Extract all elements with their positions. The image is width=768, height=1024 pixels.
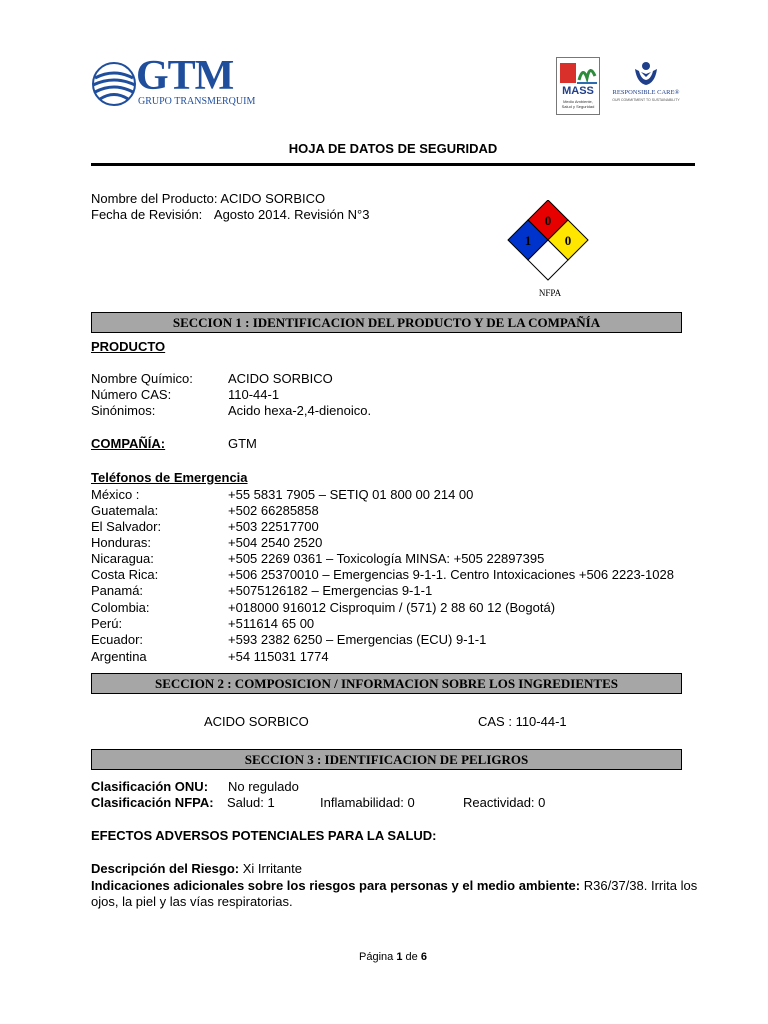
phone-number: +503 22517700 [228, 519, 319, 534]
gtm-logo [90, 53, 260, 110]
revision-value: Agosto 2014. Revisión N°3 [213, 207, 370, 222]
of-word: de [405, 951, 418, 963]
company-value: GTM [228, 436, 257, 451]
phone-number: +5075126182 – Emergencias 9-1-1 [228, 583, 433, 598]
nfpa-health-value: 1 [524, 233, 532, 248]
ingredient-cas: CAS : 110-44-1 [478, 714, 567, 729]
nfpa-flammability-value: 0 [544, 213, 552, 228]
riesgo-value: Xi Irritante [242, 861, 302, 876]
indicaciones-line [91, 878, 697, 894]
document-title: HOJA DE DATOS DE SEGURIDAD [288, 141, 498, 156]
responsible-care-subtext: OUR COMMITMENT TO SUSTAINABILITY [612, 98, 680, 102]
salud-value: Salud: 1 [227, 795, 275, 810]
onu-value: No regulado [228, 779, 299, 794]
logo-text: GTM [136, 53, 234, 99]
phone-country: Ecuador: [91, 632, 144, 647]
phone-country: Panamá: [91, 583, 144, 598]
ingredient-name: ACIDO SORBICO [204, 714, 309, 729]
mass-logo-text: MASS [562, 85, 594, 97]
product-name-label: Nombre del Producto: [91, 191, 218, 206]
revision-line [91, 207, 369, 223]
phone-number: +504 2540 2520 [228, 535, 323, 550]
phone-country: Nicaragua: [91, 551, 154, 566]
phone-number: +593 2382 6250 – Emergencias (ECU) 9-1-1 [228, 632, 487, 647]
phone-country: El Salvador: [91, 519, 162, 534]
responsible-care-text: RESPONSIBLE CARE® [612, 89, 680, 96]
efectos-heading: EFECTOS ADVERSOS POTENCIALES PARA LA SALUD: [91, 828, 437, 843]
nfpa-diamond [502, 200, 594, 282]
mass-logo-subtext: Medio Ambiente, Salud y Seguridad [561, 99, 595, 109]
reactividad-value: Reactividad: 0 [463, 795, 546, 810]
inflamabilidad-value: Inflamabilidad: 0 [320, 795, 415, 810]
phone-country: Costa Rica: [91, 567, 159, 582]
hand-icon [557, 60, 599, 86]
page-number: 1 [396, 951, 403, 963]
riesgo-label: Descripción del Riesgo: [91, 861, 240, 876]
onu-label: Clasificación ONU: [91, 779, 209, 794]
logo-subtext: GRUPO TRANSMERQUIM [138, 96, 256, 107]
phone-number: +505 2269 0361 – Toxicología MINSA: +505 22897395 [228, 551, 545, 566]
indicaciones-value-1: R36/37/38. Irrita los [583, 878, 698, 893]
responsible-care-icon [631, 59, 661, 87]
section-1-header: SECCION 1 : IDENTIFICACION DEL PRODUCTO Y DE LA COMPAÑÍA [91, 312, 682, 333]
phone-country: México : [91, 487, 140, 502]
phone-country: Perú: [91, 616, 123, 631]
nfpa-reactivity-value: 0 [564, 233, 572, 248]
field-value: Acido hexa-2,4-dienoico. [228, 403, 372, 418]
producto-heading: PRODUCTO [91, 339, 166, 354]
product-name-value: ACIDO SORBICO [220, 191, 326, 206]
nfpa-class-label: Clasificación NFPA: [91, 795, 214, 810]
mass-logo [556, 57, 600, 115]
phone-number: +018000 916012 Cisproquim / (571) 2 88 60 12 (Bogotá) [228, 600, 556, 615]
phone-country: Argentina [91, 649, 147, 664]
revision-label: Fecha de Revisión: [91, 207, 203, 222]
indicaciones-label: Indicaciones adicionales sobre los riesgos para personas y el medio ambiente: [91, 878, 581, 893]
emergency-heading: Teléfonos de Emergencia [91, 470, 248, 485]
field-value: 110-44-1 [228, 387, 280, 402]
page-footer [91, 951, 695, 963]
field-value: ACIDO SORBICO [228, 371, 333, 386]
phone-number: +502 66285858 [228, 503, 319, 518]
section-3-header: SECCION 3 : IDENTIFICACION DE PELIGROS [91, 749, 682, 770]
responsible-care-logo [605, 57, 687, 115]
phone-country: Honduras: [91, 535, 151, 550]
phone-number: +506 25370010 – Emergencias 9-1-1. Centro Intoxicaciones +506 2223-1028 [228, 567, 674, 582]
title-divider [91, 163, 695, 166]
nfpa-label: NFPA [538, 288, 562, 298]
product-name-line [91, 191, 325, 207]
indicaciones-value-2: ojos, la piel y las vías respiratorias. [91, 894, 293, 909]
phone-number: +55 5831 7905 – SETIQ 01 800 00 214 00 [228, 487, 474, 502]
phone-number: +511614 65 00 [228, 616, 315, 631]
phone-country: Guatemala: [91, 503, 159, 518]
riesgo-line [91, 861, 302, 877]
company-label: COMPAÑÍA: [91, 436, 166, 451]
phone-number: +54 115031 1774 [228, 649, 329, 664]
field-label: Sinónimos: [91, 403, 156, 418]
section-2-header: SECCION 2 : COMPOSICION / INFORMACION SOBRE LOS INGREDIENTES [91, 673, 682, 694]
page-word: Página [359, 951, 394, 963]
field-label: Nombre Químico: [91, 371, 193, 386]
globe-icon [90, 60, 138, 108]
phone-country: Colombia: [91, 600, 150, 615]
field-label: Número CAS: [91, 387, 172, 402]
page-total: 6 [420, 951, 427, 963]
